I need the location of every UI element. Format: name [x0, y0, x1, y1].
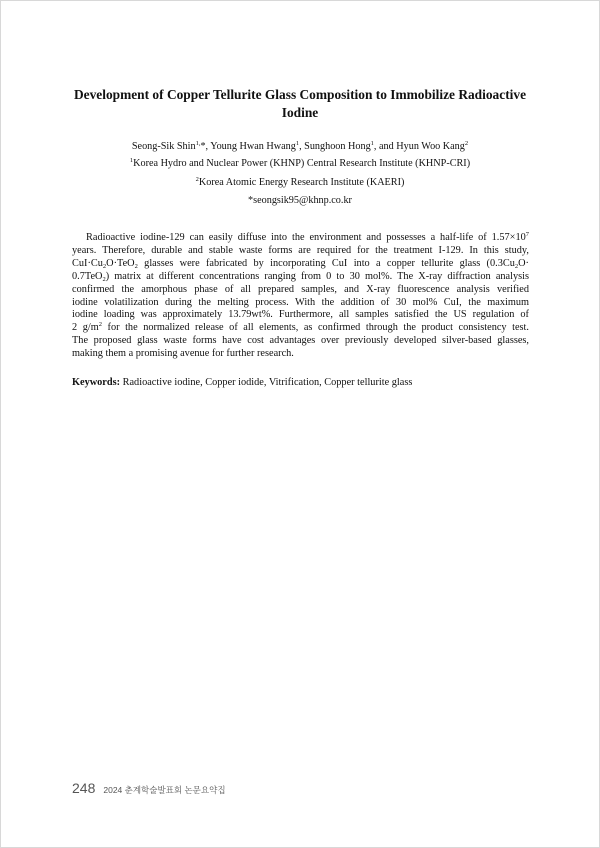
abstract-text: glasses were fabricated by incorporating CuI into a copper tellurite glass (0.3Cu	[137, 257, 515, 269]
abstract-line-10: making them a promising avenue for further research.	[72, 348, 294, 360]
abstract	[72, 232, 529, 361]
page-footer	[72, 780, 226, 796]
affiliation-2	[60, 176, 540, 190]
abstract-line-5: confirmed the amorphous phase of all prepared samples, and X-ray fluorescence analysis verified	[72, 283, 529, 295]
affiliation-2-text: Korea Atomic Energy Research Institute (KAERI)	[198, 177, 405, 188]
author-4-affiliation-mark: 2	[464, 140, 469, 147]
abstract-line-8	[72, 322, 529, 335]
affiliation-1-text: Korea Hydro and Nuclear Power (KHNP) Central Research Institute (KHNP-CRI)	[133, 158, 471, 169]
author-4: , and Hyun Woo Kang	[373, 141, 465, 152]
abstract-line-4	[72, 271, 529, 284]
abstract-line-2: years. Therefore, durable and stable waste forms are required for the treatment I-129. In this study,	[72, 244, 529, 256]
paper-title	[60, 86, 540, 122]
corresponding-author-mark: *	[200, 141, 206, 152]
exponent: 2	[98, 321, 102, 329]
keywords-label: Keywords:	[72, 377, 121, 388]
abstract-line-1	[72, 232, 529, 245]
subscript: 2	[514, 262, 519, 270]
keywords-text: Radioactive iodine, Copper iodide, Vitrification, Copper tellurite glass	[120, 377, 413, 388]
corresponding-email: *seongsik95@khnp.co.kr	[248, 195, 352, 206]
title-line-1: Development of Copper Tellurite Glass Composition to Immobilize Radioactive	[73, 87, 527, 102]
author-1-affiliation-mark: 1,	[195, 140, 201, 147]
proceedings-title: 2024 춘계학술발표회 논문요약집	[103, 785, 226, 795]
subscript: 2	[102, 262, 107, 270]
abstract-text: ) matrix at different concentrations ranging from 0 to 30 mol%. The X-ray diffraction analysis	[105, 270, 529, 282]
exponent: 7	[525, 231, 529, 238]
author-1: Seong-Sik Shin	[131, 141, 196, 152]
abstract-line-3	[72, 258, 529, 271]
abstract-text: Radioactive iodine-129 can easily diffuse into the environment and possesses a half-life of 1.57×10	[86, 232, 526, 243]
abstract-text: 2 g/m	[72, 322, 99, 334]
page-number: 248	[72, 780, 96, 796]
affiliation-2-mark: 2	[195, 176, 199, 183]
author-2: , Young Hwan Hwang	[205, 141, 296, 152]
abstract-text: O·	[518, 257, 529, 269]
subscript: 2	[102, 275, 106, 283]
abstract-line-7: iodine loading was approximately 13.79wt%. Furthermore, all samples satisfied the US regulation of	[72, 309, 529, 321]
author-2-affiliation-mark: 1	[295, 140, 300, 147]
author-list	[60, 140, 540, 154]
subscript: 2	[134, 262, 138, 270]
abstract-text: O·TeO	[106, 257, 135, 269]
abstract-line-9: The proposed glass waste forms have cost advantages over previously developed silver-based glasses,	[72, 335, 529, 347]
abstract-text: for the normalized release of all elements, as confirmed through the product consistency test.	[101, 322, 529, 334]
title-line-2: Iodine	[281, 105, 319, 120]
affiliation-1-mark: 1	[129, 157, 134, 164]
affiliation-1	[60, 157, 540, 171]
abstract-line-6: iodine volatilization during the melting process. With the addition of 30 mol% CuI, the maximum	[72, 296, 529, 308]
abstract-text: CuI·Cu	[72, 257, 103, 269]
author-3-affiliation-mark: 1	[370, 140, 374, 147]
author-3: , Sunghoon Hong	[299, 141, 371, 152]
abstract-text: 0.7TeO	[72, 270, 103, 282]
keywords	[72, 376, 529, 389]
